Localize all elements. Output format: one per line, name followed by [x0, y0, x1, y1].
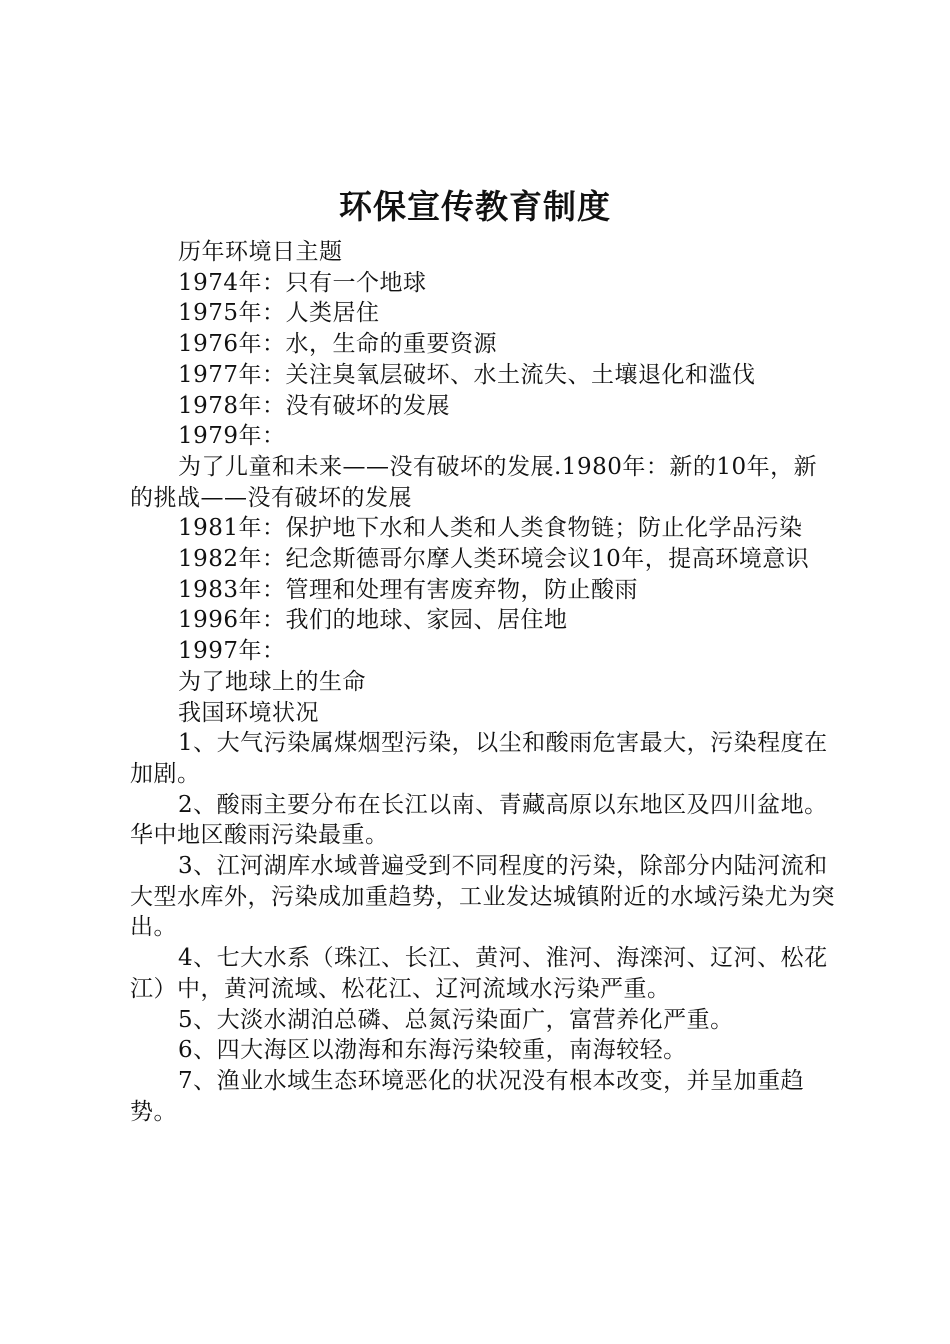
- paragraph-item-4: 4、七大水系（珠江、长江、黄河、淮河、海滦河、辽河、松花江）中，黄河流域、松花江、辽河流域水污染严重。: [130, 945, 828, 1002]
- paragraph-1983: 1983年：管理和处理有害废弃物，防止酸雨: [178, 576, 639, 603]
- paragraph-heading-national-environment: 我国环境状况: [178, 699, 319, 726]
- paragraph-1997-theme: 为了地球上的生命: [178, 668, 366, 695]
- paragraph-item-5: 5、大淡水湖泊总磷、总氮污染面广，富营养化严重。: [178, 1006, 734, 1033]
- paragraph-1982: 1982年：纪念斯德哥尔摩人类环境会议10年，提高环境意识: [178, 546, 810, 573]
- paragraph-item-3: 3、江河湖库水域普遍受到不同程度的污染，除部分内陆河流和大型水库外，污染成加重趋势，工业发达城镇附近的水域污染尤为突出。: [130, 853, 835, 941]
- paragraph-item-2: 2、酸雨主要分布在长江以南、青藏高原以东地区及四川盆地。华中地区酸雨污染最重。: [130, 791, 828, 849]
- paragraph-1996: 1996年：我们的地球、家园、居住地: [178, 607, 568, 634]
- paragraph-1979-1980-theme: 为了儿童和未来——没有破坏的发展.1980年：新的10年，新的挑战——没有破坏的发展: [130, 453, 818, 511]
- document-body: [130, 237, 835, 1127]
- paragraph-1974: 1974年：只有一个地球: [178, 269, 427, 296]
- paragraph-item-7: 7、渔业水域生态环境恶化的状况没有根本改变，并呈加重趋势。: [130, 1067, 805, 1125]
- paragraph-1997: 1997年：: [178, 638, 286, 665]
- paragraph-item-6: 6、四大海区以渤海和东海污染较重，南海较轻。: [178, 1037, 687, 1064]
- paragraph-1978: 1978年：没有破坏的发展: [178, 392, 451, 419]
- paragraph-1975: 1975年：人类居住: [178, 300, 380, 327]
- paragraph-1976: 1976年：水，生命的重要资源: [178, 331, 498, 358]
- paragraph-heading-environment-day: 历年环境日主题: [178, 239, 343, 265]
- paragraph-1981: 1981年：保护地下水和人类和人类食物链；防止化学品污染: [178, 515, 803, 542]
- paragraph-1979: 1979年：: [178, 423, 286, 450]
- paragraph-1977: 1977年：关注臭氧层破坏、水土流失、土壤退化和滥伐: [178, 361, 756, 388]
- document-title: 环保宣传教育制度: [339, 187, 611, 226]
- paragraph-item-1: 1、大气污染属煤烟型污染，以尘和酸雨危害最大，污染程度在加剧。: [130, 730, 828, 787]
